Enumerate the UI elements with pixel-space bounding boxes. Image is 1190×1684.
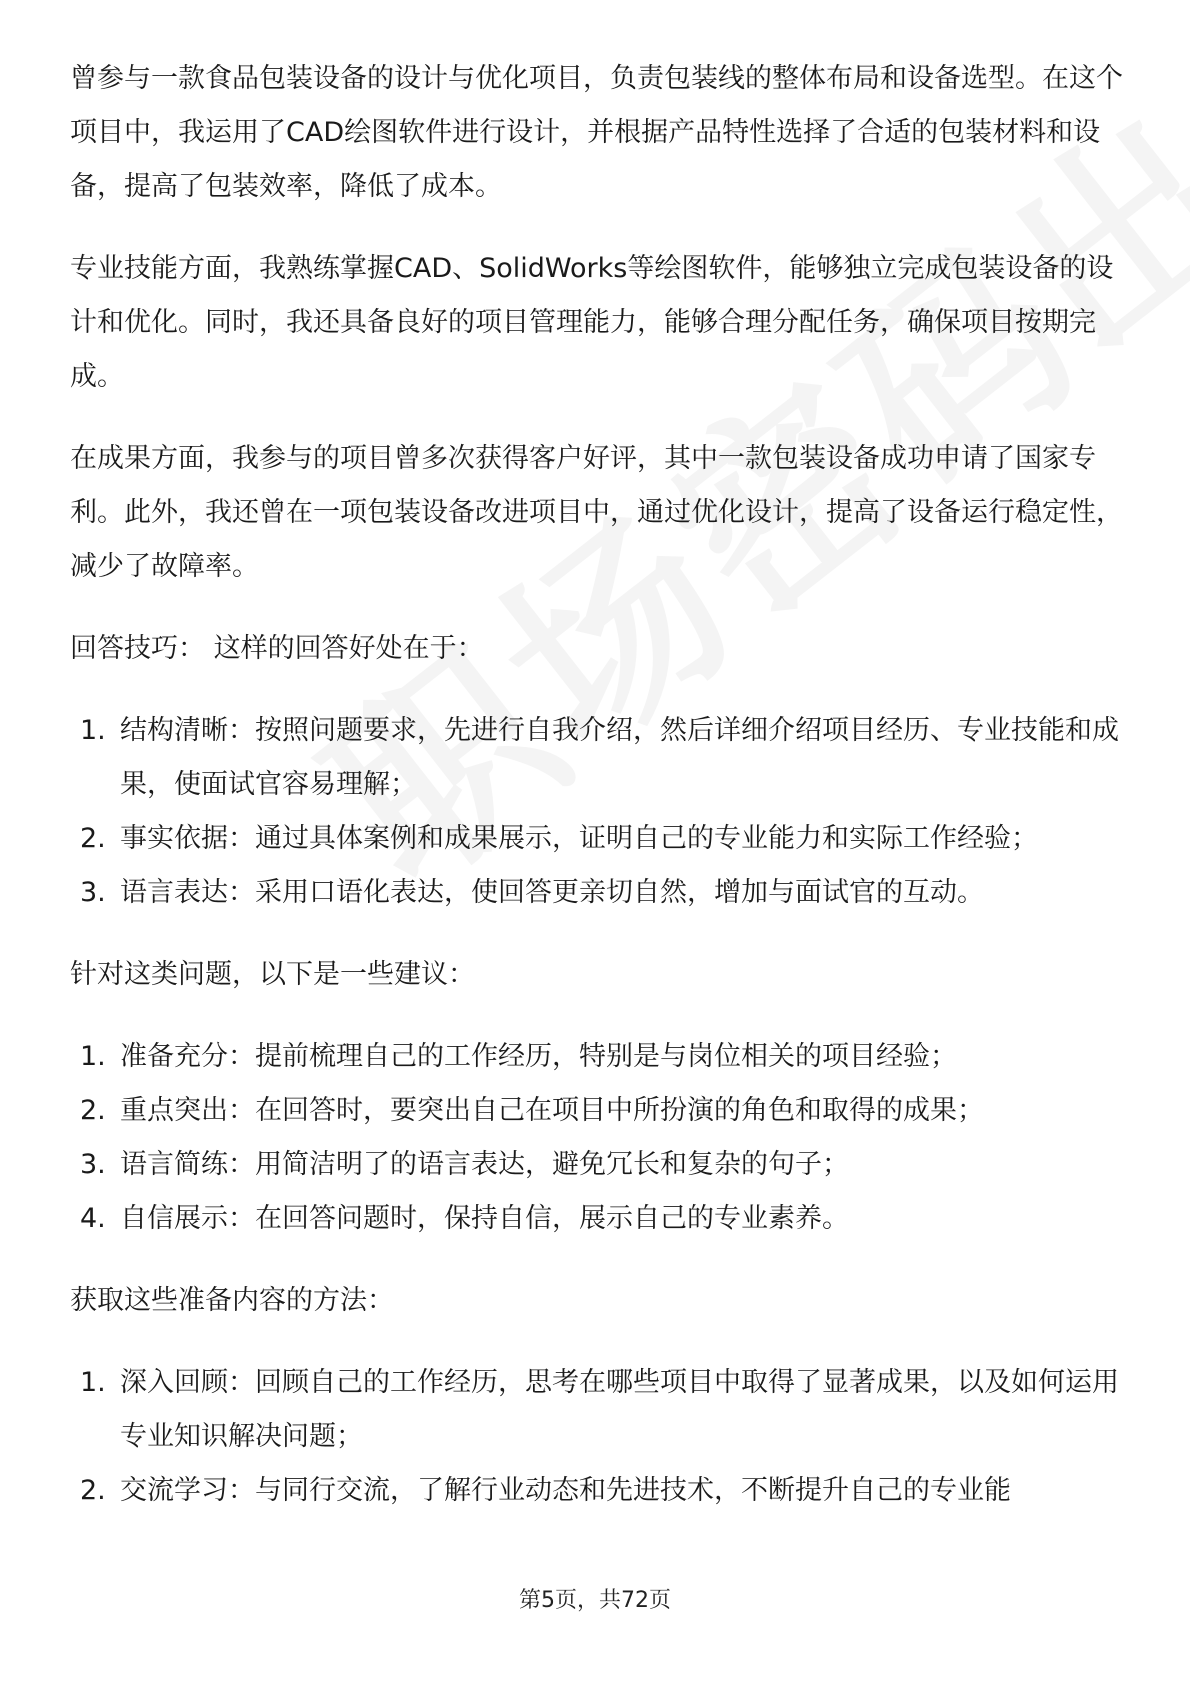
list-item	[70, 1464, 1130, 1518]
list-number: 3.	[80, 1149, 106, 1180]
list-item	[70, 1138, 1130, 1192]
list-number: 1.	[80, 1367, 106, 1398]
list-number: 1.	[80, 715, 106, 746]
list-number: 3.	[80, 877, 106, 908]
list-item	[70, 1084, 1130, 1138]
list-item-text: 交流学习：与同行交流，了解行业动态和先进技术，不断提升自己的专业能	[120, 1475, 1011, 1506]
suggestions-list	[70, 1030, 1130, 1246]
list-item	[70, 866, 1130, 920]
list-number: 4.	[80, 1203, 106, 1234]
list-item-text: 重点突出：在回答时，要突出自己在项目中所扮演的角色和取得的成果；	[120, 1095, 984, 1126]
answer-tips-list	[70, 704, 1130, 920]
list-item	[70, 1030, 1130, 1084]
list-item-text: 结构清晰：按照问题要求，先进行自我介绍，然后详细介绍项目经历、专业技能和成果，使面试官容易理解；	[120, 715, 1119, 800]
paragraph-methods-heading: 获取这些准备内容的方法：	[70, 1285, 394, 1316]
paragraph-answer-tips-heading: 回答技巧： 这样的回答好处在于：	[70, 633, 484, 664]
paragraph-achievements: 在成果方面，我参与的项目曾多次获得客户好评，其中一款包装设备成功申请了国家专利。此外，我还曾在一项包装设备改进项目中，通过优化设计，提高了设备运行稳定性，减少了故障率。	[70, 443, 1123, 582]
list-item-text: 深入回顾：回顾自己的工作经历，思考在哪些项目中取得了显著成果，以及如何运用专业知识解决问题；	[120, 1367, 1119, 1452]
paragraph-professional-skills: 专业技能方面，我熟练掌握CAD、SolidWorks等绘图软件，能够独立完成包装设备的设计和优化。同时，我还具备良好的项目管理能力，能够合理分配任务，确保项目按期完成。	[70, 253, 1114, 392]
list-number: 2.	[80, 823, 106, 854]
paragraph-project-experience: 曾参与一款食品包装设备的设计与优化项目，负责包装线的整体布局和设备选型。在这个项目中，我运用了CAD绘图软件进行设计，并根据产品特性选择了合适的包装材料和设备，提高了包装效率，降低了成本。	[70, 63, 1123, 202]
list-item-text: 准备充分：提前梳理自己的工作经历，特别是与岗位相关的项目经验；	[120, 1041, 957, 1072]
list-item	[70, 812, 1130, 866]
methods-list	[70, 1356, 1130, 1518]
list-item-text: 自信展示：在回答问题时，保持自信，展示自己的专业素养。	[120, 1203, 849, 1234]
list-item-text: 事实依据：通过具体案例和成果展示，证明自己的专业能力和实际工作经验；	[120, 823, 1038, 854]
list-item-text: 语言表达：采用口语化表达，使回答更亲切自然，增加与面试官的互动。	[120, 877, 984, 908]
list-number: 2.	[80, 1095, 106, 1126]
document-body	[70, 52, 1130, 1546]
list-item	[70, 704, 1130, 812]
list-item	[70, 1192, 1130, 1246]
page-number: 第5页，共72页	[519, 1588, 671, 1613]
list-number: 2.	[80, 1475, 106, 1506]
paragraph-suggestions-heading: 针对这类问题，以下是一些建议：	[70, 959, 475, 990]
list-item-text: 语言简练：用简洁明了的语言表达，避免冗长和复杂的句子；	[120, 1149, 849, 1180]
list-item	[70, 1356, 1130, 1464]
list-number: 1.	[80, 1041, 106, 1072]
